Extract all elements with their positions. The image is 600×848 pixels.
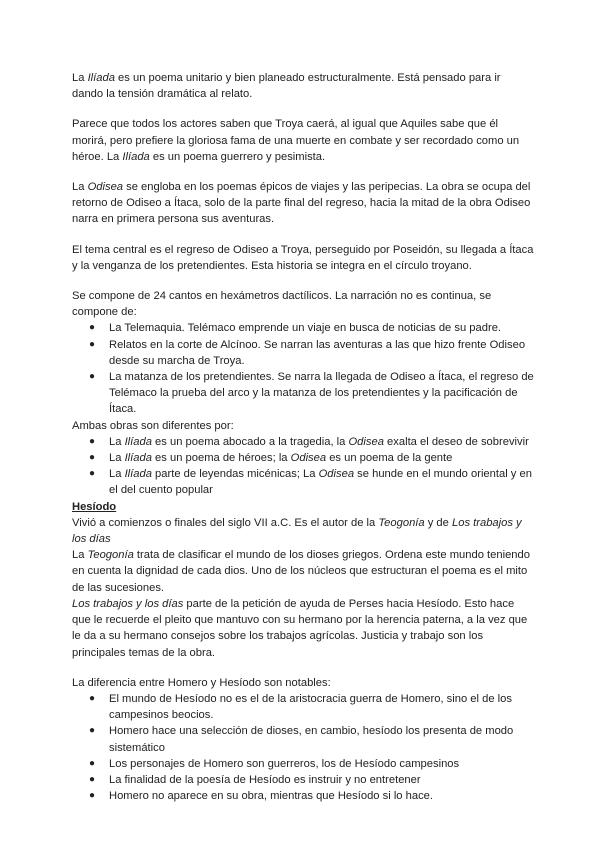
paragraph-odisea-intro (72, 179, 534, 228)
list-item (72, 337, 534, 369)
title-odisea: Odisea (348, 435, 384, 448)
bullet-icon: ● (89, 435, 96, 447)
title-iliada: Ilíada (87, 72, 115, 84)
list-item (72, 369, 534, 418)
bullet-icon: ● (89, 757, 96, 769)
list-item-text: El mundo de Hesíodo no es el de la aristocracia guerra de Homero, sino el de los campesinos beocios. (109, 692, 512, 722)
title-trabajos: Los trabajos y los días (72, 597, 184, 610)
bullet-icon: ● (89, 452, 96, 464)
list-item (72, 788, 534, 804)
title-teogonia: Teogonía (87, 549, 134, 562)
bullet-icon: ● (89, 322, 96, 334)
document-page (72, 70, 534, 804)
title-odisea: Odisea (318, 468, 355, 481)
list-item (72, 772, 534, 788)
paragraph-troya (72, 116, 534, 165)
list-item (72, 434, 534, 450)
text: se engloba en los poemas épicos de viajes y las peripecias. La obra se ocupa del retorno de Odiseo a Ítaca, solo de la parte final del regreso, hacia la mitad de la obra Odiseo narra en primera persona sus aventuras. (72, 181, 531, 226)
text: Vivió a comienzos o finales del siglo VII a.C. Es el autor de la (72, 516, 379, 529)
list-item (72, 320, 534, 336)
paragraph-trabajos (72, 596, 534, 661)
list-item (72, 756, 534, 772)
text: es un poema abocado a la tragedia, la (151, 435, 349, 448)
list-diferencias-autores (72, 691, 534, 804)
bullet-icon: ● (89, 692, 96, 704)
bullet-icon: ● (89, 790, 96, 802)
list-diferencias-obras (72, 434, 534, 499)
text: La (109, 435, 125, 448)
title-iliada: Ilíada (124, 468, 152, 481)
paragraph-teogonia (72, 547, 534, 596)
list-item-text: Homero no aparece en su obra, mientras que Hesíodo si lo hace. (109, 790, 434, 803)
title-iliada: Ilíada (124, 452, 152, 465)
bullet-icon: ● (89, 338, 96, 350)
text: Parece que todos los actores saben que Troya caerá, al igual que Aquiles sabe que él morirá, pero prefiere la gloriosa fama de una muerte en combate y ser recordado como un héroe. La (72, 118, 520, 163)
paragraph-ambas-obras: Ambas obras son diferentes por: (72, 419, 234, 432)
text: es un poema unitario y bien planeado estructuralmente. Está pensado para ir dando la tensión dramática al relato. (72, 72, 501, 101)
text: parte de la petición de ayuda de Perses hacia Hesíodo. Esto hace que le recuerde el pleito que mantuvo con su hermano por la herencia paterna, a la vez que le da a su hermano consejos sobre los trabajos agrícolas. Justicia y trabajo son los principales temas de la obra. (72, 597, 528, 659)
list-cantos (72, 320, 534, 417)
paragraph-diferencia-homero-hesiodo: La diferencia entre Homero y Hesíodo son notables: (72, 676, 331, 689)
text: es un poema de héroes; la (151, 452, 291, 465)
title-iliada: Ilíada (124, 435, 152, 448)
bullet-icon: ● (89, 371, 96, 383)
paragraph-compone: Se compone de 24 cantos en hexámetros dactílicos. La narración no es continua, se compone de: (72, 290, 492, 319)
title-odisea: Odisea (290, 452, 327, 465)
title-trabajos: Los trabajos y los días (72, 516, 522, 546)
paragraph-tema-central: El tema central es el regreso de Odiseo a Troya, perseguido por Poseidón, su llegada a Ítaca y la venganza de los pretendientes. Esta historia se integra en el círculo troyano. (72, 243, 534, 272)
text: parte de leyendas micénicas; La (151, 468, 319, 481)
list-item-text: La Telemaquia. Telémaco emprende un viaje en busca de noticias de su padre. (109, 322, 502, 335)
paragraph-hesiodo-vida (72, 515, 534, 547)
bullet-icon: ● (89, 773, 96, 785)
section-heading-hesiodo: Hesíodo (72, 500, 117, 513)
text: La (109, 452, 125, 465)
text: se hunde en el mundo oriental y en el del cuento popular (109, 468, 532, 497)
title-odisea: Odisea (87, 181, 124, 194)
text: La (72, 72, 88, 84)
list-item (72, 691, 534, 723)
text: es un poema guerrero y pesimista. (149, 150, 326, 163)
text: trata de clasificar el mundo de los dioses griegos. Ordena este mundo teniendo en cuenta la dignidad de cada dios. Uno de los núcleos que estructuran el poema es el mito de las sucesiones. (72, 549, 530, 594)
list-item (72, 723, 534, 755)
bullet-icon: ● (89, 725, 96, 737)
title-teogonia: Teogonía (378, 516, 425, 529)
text: La (72, 549, 88, 562)
title-iliada: Ilíada (122, 150, 150, 163)
list-item-text: Los personajes de Homero son guerreros, los de Hesíodo campesinos (109, 757, 460, 770)
bullet-icon: ● (89, 468, 96, 480)
list-item-text: La finalidad de la poesía de Hesíodo es instruir y no entretener (109, 773, 421, 786)
text: es un poema de la gente (326, 452, 453, 465)
text: y de (424, 516, 452, 529)
list-item-text: La matanza de los pretendientes. Se narra la llegada de Odiseo a Ítaca, el regreso de Telémaco la prueba del arco y la matanza de los pretendientes y la pacificación de Ítaca. (109, 371, 534, 416)
list-item (72, 450, 534, 466)
list-item-text: Homero hace una selección de dioses, en cambio, hesíodo los presenta de modo sistemático (109, 725, 514, 754)
text: La (72, 181, 88, 194)
text: exalta el deseo de sobrevivir (383, 435, 529, 448)
list-item (72, 466, 534, 498)
list-item-text: Relatos en la corte de Alcínoo. Se narran las aventuras a las que hizo frente Odiseo desde su marcha de Troya. (109, 338, 526, 367)
text: La (109, 468, 125, 481)
paragraph-iliada-intro (72, 70, 534, 102)
